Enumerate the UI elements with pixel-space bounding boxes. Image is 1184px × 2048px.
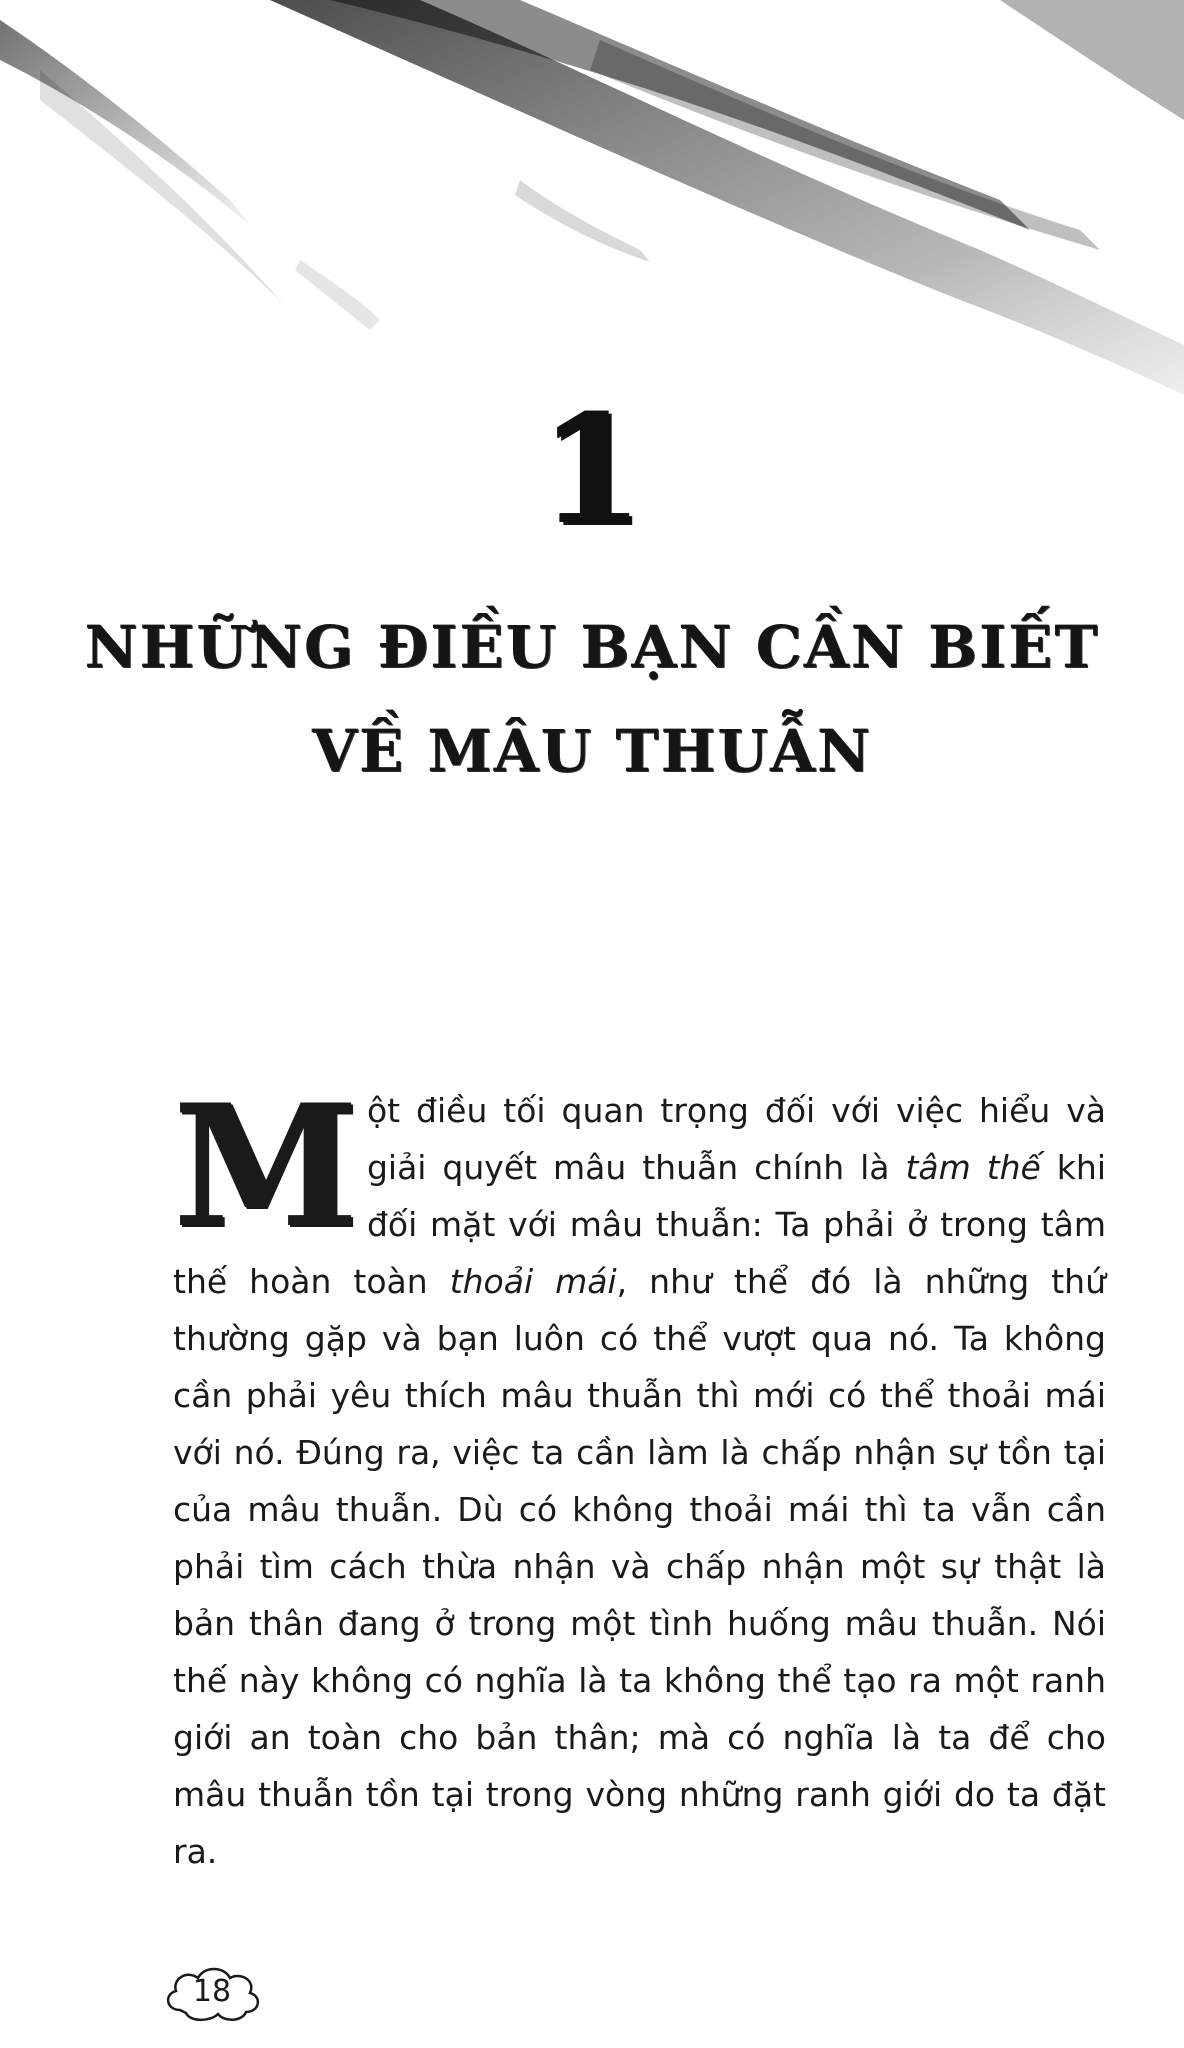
paragraph-emphasis-2: thoải mái xyxy=(449,1262,617,1301)
paragraph-text-3: , như thể đó là những thứ thường gặp và bạn luôn có thể vượt qua nó. Ta không cần phải yêu thích mâu thuẫn thì mới có thể thoải mái với nó. Đúng ra, việc ta cần làm là chấp nhận sự tồn tại của mâu thuẫn. Dù có không thoải mái thì ta vẫn cần phải tìm cách thừa nhận và chấp nhận một sự thật là bản thân đang ở trong một tình huống mâu thuẫn. Nói thế này không có nghĩa là ta không thể tạo ra một ranh giới an toàn cho bản thân; mà có nghĩa là ta để cho mâu thuẫn tồn tại trong vòng những ranh giới do ta đặt ra. xyxy=(173,1262,1106,1871)
chapter-title-line-2: VỀ MÂU THUẪN xyxy=(312,717,872,785)
page-number-badge xyxy=(158,1958,266,2028)
body-paragraph xyxy=(173,1067,1106,1880)
chapter-number-text: 1 xyxy=(539,382,645,558)
chapter-title xyxy=(0,595,1184,803)
chapter-title-line-1: NHỮNG ĐIỀU BẠN CẦN BIẾT xyxy=(84,613,1100,681)
drop-cap-letter: M xyxy=(173,1067,359,1265)
paragraph-text-1: ột điều tối quan trọng đối với việc hiểu và giải quyết mâu thuẫn chính là xyxy=(366,1091,1106,1187)
page-number: 18 xyxy=(192,1974,232,2009)
brush-stroke-decoration xyxy=(0,0,1184,420)
paragraph-emphasis-1: tâm thế xyxy=(905,1148,1041,1187)
chapter-number xyxy=(0,382,1184,558)
paragraph-text-2: khi đối mặt với mâu thuẫn: Ta phải ở trong tâm thế hoàn toàn xyxy=(173,1148,1106,1301)
